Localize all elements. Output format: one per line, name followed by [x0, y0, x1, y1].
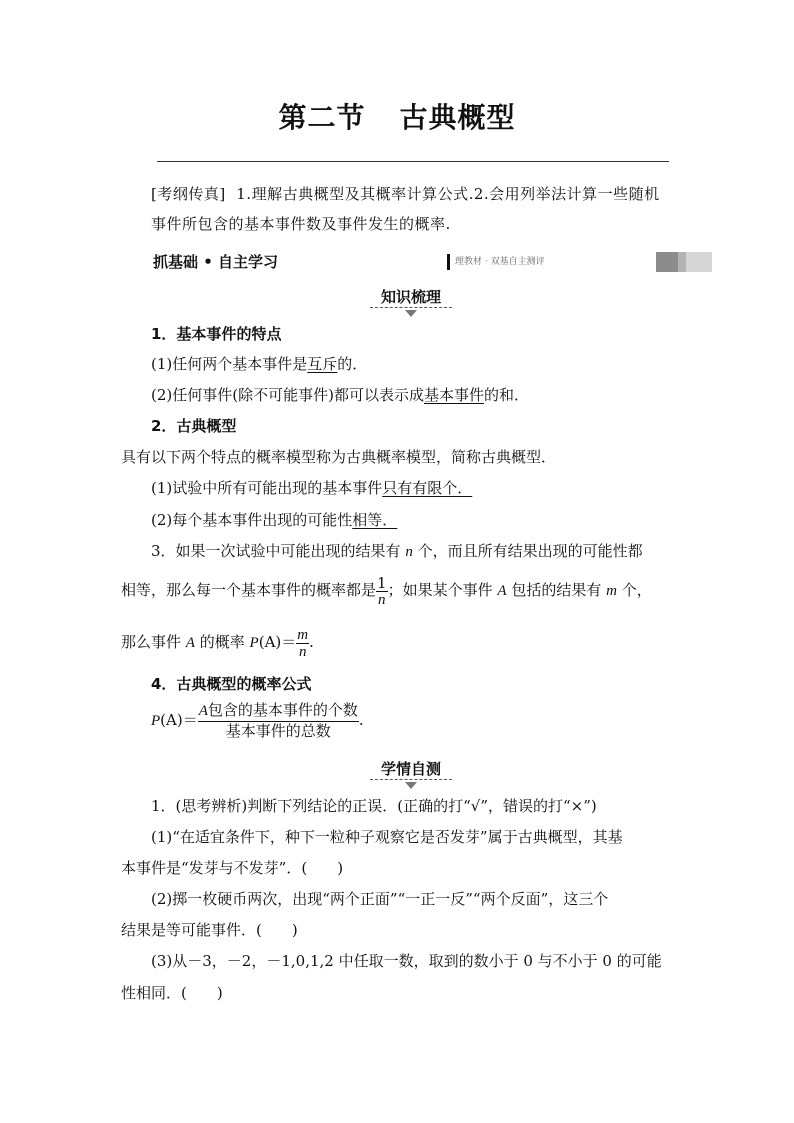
s2-b-answer: 相等．: [352, 511, 398, 529]
s3-var-m: m: [606, 583, 617, 599]
s3-l2-tail: 个，: [621, 581, 652, 599]
triangle-down-icon: [405, 310, 417, 317]
s1-b-answer: 基本事件: [423, 386, 484, 404]
s1-b-tail: 的和．: [483, 386, 529, 404]
formula-var-P: P: [151, 713, 161, 729]
s4-title: 4．古典概型的概率公式: [151, 675, 312, 693]
s2-b-text: (2)每个基本事件出现的可能性: [151, 511, 353, 529]
selftest-heading: [372, 758, 450, 779]
fraction-denominator: n: [378, 591, 386, 608]
s1-item-a: [151, 354, 367, 374]
question-1: 1．(思考辨析)判断下列结论的正误．(正确的打“√”，错误的打“×”): [151, 797, 597, 815]
item-1-line-1: (1)“在适宜条件下，种下一粒种子观察它是否发芽”属于古典概型，其基: [151, 828, 623, 846]
s3-l1-text: 3．如果一次试验中可能出现的结果有: [151, 542, 401, 560]
knowledge-heading-text: 知识梳理: [380, 288, 441, 306]
s3-var-P: P: [249, 635, 259, 651]
formula-fraction: [198, 701, 359, 741]
s2-a-answer: 只有有限个．: [382, 479, 473, 497]
s3-line-2: [121, 572, 652, 609]
s3-var-n: n: [405, 544, 413, 560]
section-banner: [151, 252, 712, 272]
s2-title: 2．古典概型: [151, 417, 237, 435]
formula-numerator: [198, 701, 359, 722]
syllabus-text-1: 1.理解古典概型及其概率计算公式.2.会用列举法计算一些随机: [236, 185, 660, 203]
item-1-line-2: 本事件是“发芽与不发芽”．( ): [121, 859, 344, 877]
fraction-numerator: m: [297, 626, 309, 643]
selftest-heading-text: 学情自测: [380, 760, 441, 778]
formula-denominator: 基本事件的总数: [225, 722, 331, 740]
s3-var-A: A: [497, 583, 507, 599]
formula-tail: .: [358, 711, 364, 729]
s3-line-1: [151, 541, 643, 562]
s2-item-a: [151, 478, 472, 498]
s2-intro: 具有以下两个特点的概率模型称为古典概率模型，简称古典概型．: [121, 448, 557, 466]
item-2-line-2: 结果是等可能事件．( ): [121, 921, 298, 939]
s3-l3-tail: .: [309, 633, 314, 651]
heading-underline: [370, 779, 452, 780]
item-2-line-1: (2)掷一枚硬币两次，出现“两个正面”“一正一反”“两个反面”，这三个: [151, 890, 609, 908]
banner-block-mid: [678, 252, 686, 272]
item-3-line-1: (3)从－3，－2，－1,0,1,2 中任取一数，取到的数小于 0 与不小于 0 的可能: [151, 952, 662, 970]
fraction-denominator: n: [298, 643, 307, 660]
banner-block-light: [686, 252, 712, 272]
item-3-line-2: 性相同．( ): [121, 984, 223, 1002]
formula-paren: (A)＝: [160, 711, 198, 729]
section-number: 第二节: [278, 101, 366, 134]
syllabus-tag: [考纲传真]: [151, 185, 226, 203]
formula-var-A: A: [198, 703, 208, 719]
banner-subtitle: 理教材 · 双基自主测评: [455, 257, 545, 267]
syllabus-line-2: 事件所包含的基本事件数及事件发生的概率.: [151, 215, 451, 233]
s3-l2-mid2: 包括的结果有: [511, 581, 602, 599]
s1-a-tail: 的．: [337, 355, 368, 373]
s3-l3-mid: 的概率: [199, 633, 245, 651]
fraction-1-over-n: [376, 575, 388, 608]
knowledge-heading: [372, 286, 450, 307]
s4-formula: [151, 700, 364, 741]
syllabus-line-1: [151, 184, 660, 204]
s2-item-b: [151, 510, 397, 530]
s3-l3-paren: (A)＝: [258, 633, 297, 651]
page-title: [0, 96, 794, 136]
banner-label: 抓基础 • 自主学习: [153, 253, 279, 271]
banner-separator: [447, 254, 450, 270]
s3-l3-text: 那么事件: [121, 633, 182, 651]
s1-title: 1．基本事件的特点: [151, 325, 282, 343]
triangle-down-icon: [405, 782, 417, 789]
s1-item-b: [151, 385, 529, 405]
heading-underline: [370, 307, 452, 308]
s3-l2-mid: ；如果某个事件: [387, 581, 493, 599]
title-divider: [157, 161, 669, 162]
s3-l2-text: 相等，那么每一个基本事件的概率都是: [121, 581, 377, 599]
banner-block-dark: [656, 252, 678, 272]
s1-a-answer: 互斥: [307, 355, 338, 373]
s2-a-text: (1)试验中所有可能出现的基本事件: [151, 479, 383, 497]
s3-line-3: [121, 624, 314, 661]
s3-var-A2: A: [185, 635, 195, 651]
s1-b-text: (2)任何事件(除不可能事件)都可以表示成: [151, 386, 424, 404]
s1-a-text: (1)任何两个基本事件是: [151, 355, 308, 373]
s3-l1-tail: 个，而且所有结果出现的可能性都: [417, 542, 643, 560]
fraction-m-over-n: [296, 627, 309, 660]
fraction-numerator: 1: [377, 573, 387, 592]
formula-numerator-text: 包含的基本事件的个数: [207, 701, 358, 719]
section-name: 古典概型: [399, 101, 516, 134]
